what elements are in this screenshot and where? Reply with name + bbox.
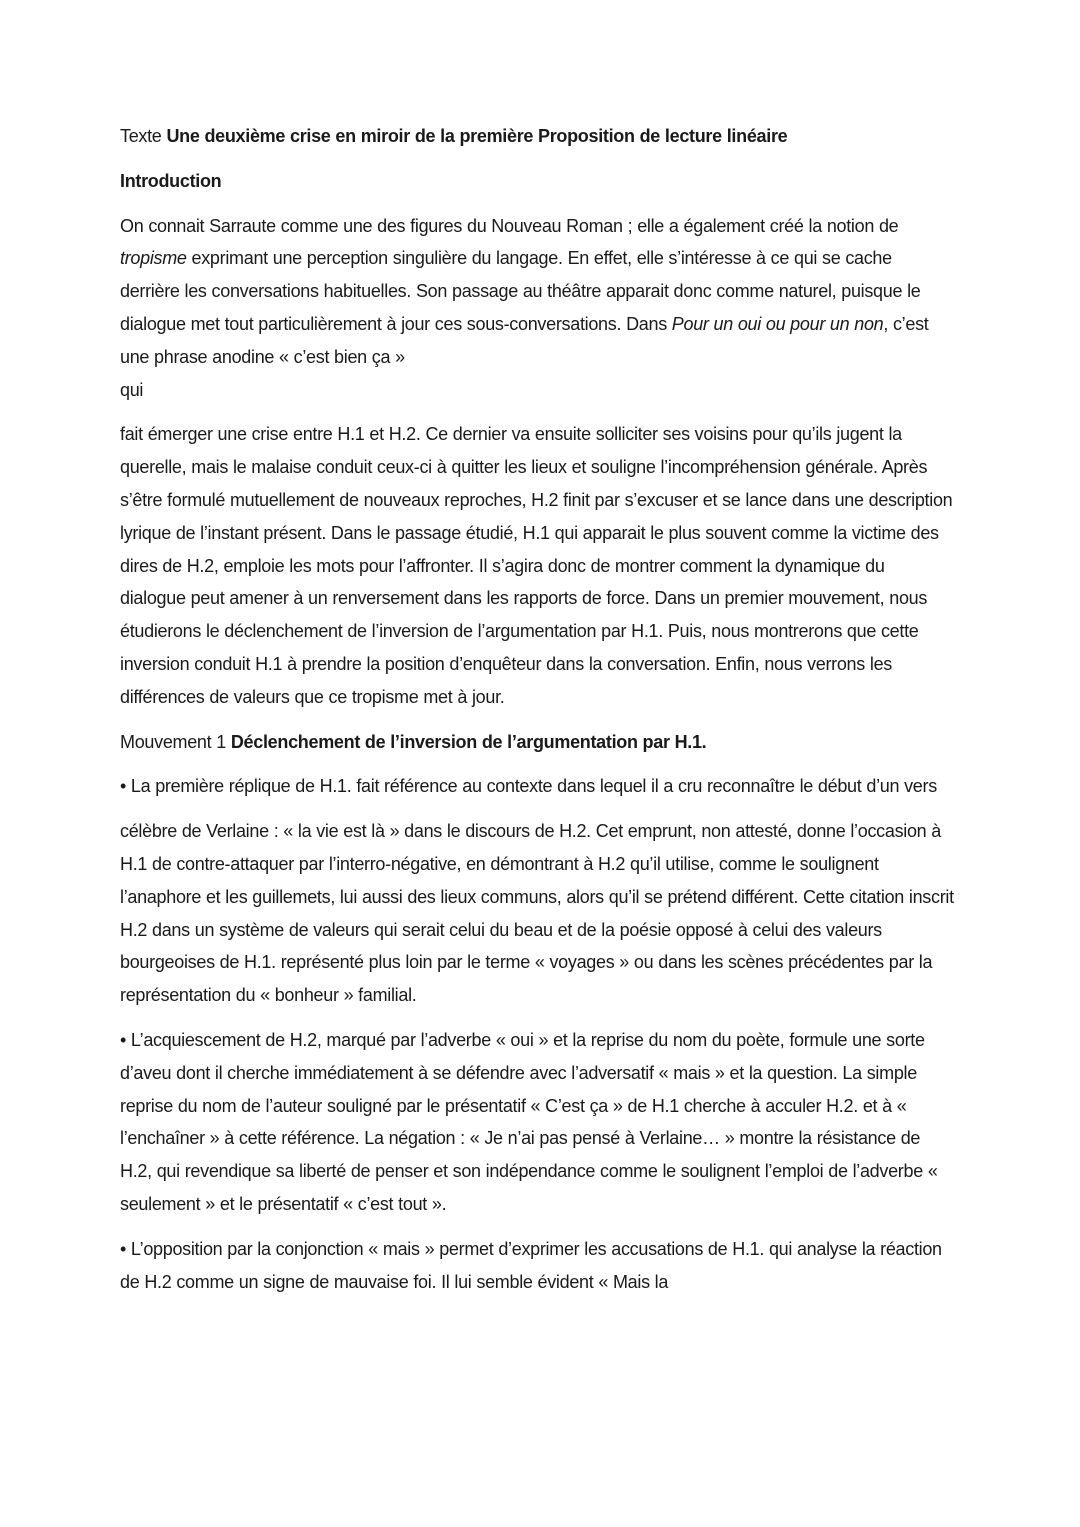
paragraph-intro-1-run-2: exprimant une perception singulière du langage. En effet, elle s’intéresse à ce qui se cache derrière les conversations habituelles. Son passage au théâtre apparait donc comme naturel, puisque le dialogue met tout particulièrement à jour ces sous-conversations. Dans xyxy=(120,248,926,334)
bullet-3 xyxy=(120,1233,954,1299)
paragraph-intro-1-run-0: On connait Sarraute comme une des figures du Nouveau Roman ; elle a également créé la notion de xyxy=(120,215,904,236)
heading-introduction-run-0: Introduction xyxy=(120,170,222,191)
heading-mouvement-1-run-0: Mouvement 1 xyxy=(120,731,231,752)
paragraph-intro-2-run-0: fait émerger une crise entre H.1 et H.2. Ce dernier va ensuite solliciter ses voisins pour qu’ils jugent la querelle, mais le malaise conduit ceux-ci à quitter les lieux et souligne l’incompréhension générale. Après s’être formulé mutuellement de nouveaux reproches, H.2 finit par s’excuser et se lance dans une description lyrique de l’instant présent. Dans le passage étudié, H.1 qui apparait le plus souvent comme la victime des dires de H.2, emploie les mots pour l’affronter. Il s’agira donc de montrer comment la dynamique du dialogue peut amener à un renversement dans les rapports de force. Dans un premier mouvement, nous étudierons le déclenchement de l’inversion de l’argumentation par H.1. Puis, nous montrerons que cette inversion conduit H.1 à prendre la position d’enquêteur dans la conversation. Enfin, nous verrons les différences de valeurs que ce tropisme met à jour. xyxy=(120,424,958,707)
bullet-1 xyxy=(120,770,954,803)
title-line-run-0: Texte xyxy=(120,126,167,146)
paragraph-intro-1 xyxy=(120,210,954,407)
title-line xyxy=(120,120,954,153)
document-content xyxy=(120,120,959,1298)
paragraph-intro-1-run-5: qui xyxy=(120,379,144,400)
paragraph-intro-2 xyxy=(120,418,958,713)
paragraph-intro-1-run-3: Pour un oui ou pour un non xyxy=(671,313,884,334)
heading-introduction xyxy=(120,165,954,198)
heading-mouvement-1 xyxy=(120,726,954,759)
paragraph-intro-1-run-1: tropisme xyxy=(120,248,187,269)
bullet-2-run-0: • L’acquiescement de H.2, marqué par l’adverbe « oui » et la reprise du nom du poète, formule une sorte d’aveu dont il cherche immédiatement à se défendre avec l’adversatif « mais » et la question. La simple reprise du nom de l’auteur souligné par le présentatif « C’est ça » de H.1 cherche à acculer H.2. et à « l’enchaîner » à cette référence. La négation : « Je n’ai pas pensé à Verlaine… » montre la résistance de H.2, qui revendique sa liberté de penser et son indépendance comme le soulignent l’emploi de l’adverbe « seulement » et le présentatif « c’est tout ». xyxy=(120,1029,943,1214)
bullet-2 xyxy=(120,1024,954,1221)
paragraph-verlaine-run-0: célèbre de Verlaine : « la vie est là » dans le discours de H.2. Cet emprunt, non attesté, donne l’occasion à H.1 de contre-attaquer par l’interro-négative, en démontrant à H.2 qu’il utilise, comme le soulignent l’anaphore et les guillemets, lui aussi des lieux communs, alors qu’il se prétend différent. Cette citation inscrit H.2 dans un système de valeurs qui serait celui du beau et de la poésie opposé à celui des valeurs bourgeoises de H.1. représenté plus loin par le terme « voyages » ou dans les scènes précédentes par la représentation du « bonheur » familial. xyxy=(120,821,959,1006)
paragraph-intro-1-run-4: , c’est une phrase anodine « c’est bien ça » xyxy=(120,313,934,367)
title-line-run-1: Une deuxième crise en miroir de la première Proposition de lecture linéaire xyxy=(166,126,788,146)
heading-mouvement-1-run-1: Déclenchement de l’inversion de l’argumentation par H.1. xyxy=(230,731,707,752)
bullet-3-run-0: • L’opposition par la conjonction « mais » permet d’exprimer les accusations de H.1. qui analyse la réaction de H.2 comme un signe de mauvaise foi. Il lui semble évident « Mais la xyxy=(120,1238,947,1292)
paragraph-verlaine xyxy=(120,815,959,1012)
bullet-1-run-0: • La première réplique de H.1. fait référence au contexte dans lequel il a cru reconnaître le début d’un vers xyxy=(120,776,937,797)
